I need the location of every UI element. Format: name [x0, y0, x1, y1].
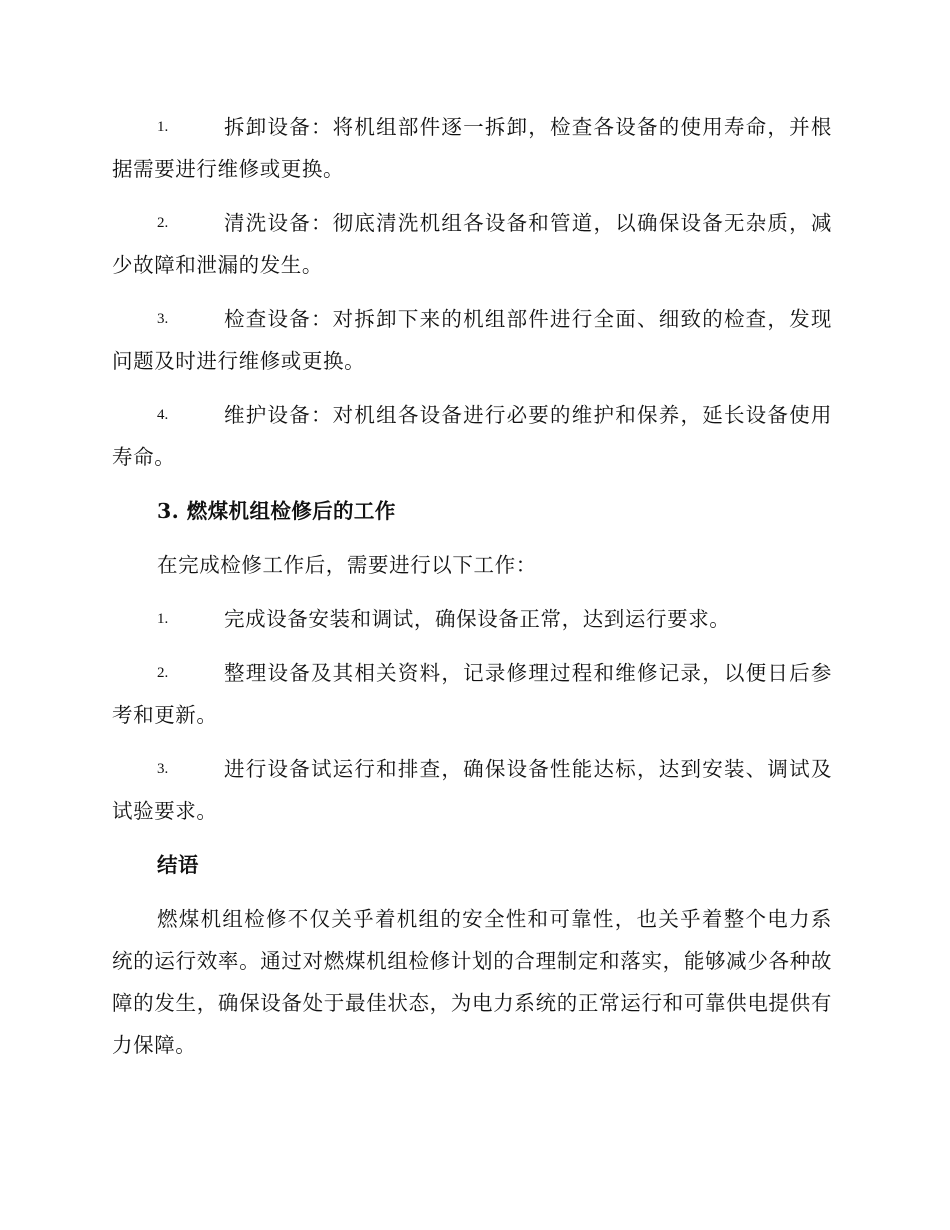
- list-item: [112, 748, 832, 832]
- section-heading: 3. 燃煤机组检修后的工作: [157, 499, 396, 523]
- list-number: 3.: [157, 311, 169, 327]
- list-number: 1.: [157, 611, 169, 627]
- list-item: [112, 202, 832, 286]
- list-text: 进行设备试运行和排查，确保设备性能达标，达到安装、调试及试验要求。: [112, 757, 832, 823]
- list-item: [112, 652, 832, 736]
- list-text: 维护设备：对机组各设备进行必要的维护和保养，延长设备使用寿命。: [112, 403, 832, 469]
- list-item: [112, 106, 832, 190]
- conclusion-heading: 结语: [157, 853, 199, 877]
- section-intro: 在完成检修工作后，需要进行以下工作：: [157, 553, 537, 577]
- list-number: 2.: [157, 665, 169, 681]
- list-number: 4.: [157, 407, 169, 423]
- list-number: 1.: [157, 119, 169, 135]
- list-item: [112, 394, 832, 478]
- list-number: 2.: [157, 215, 169, 231]
- list-item: [112, 598, 832, 640]
- list-text: 检查设备：对拆卸下来的机组部件进行全面、细致的检查，发现问题及时进行维修或更换。: [112, 307, 832, 373]
- list-text: 完成设备安装和调试，确保设备正常，达到运行要求。: [224, 607, 731, 631]
- list-text: 整理设备及其相关资料，记录修理过程和维修记录，以便日后参考和更新。: [112, 661, 832, 727]
- list-text: 清洗设备：彻底清洗机组各设备和管道，以确保设备无杂质，减少故障和泄漏的发生。: [112, 211, 832, 277]
- list-item: [112, 298, 832, 382]
- list-number: 3.: [157, 761, 169, 777]
- conclusion-text: 燃煤机组检修不仅关乎着机组的安全性和可靠性，也关乎着整个电力系统的运行效率。通过对燃煤机组检修计划的合理制定和落实，能够减少各种故障的发生，确保设备处于最佳状态，为电力系统的正常运行和可靠供电提供有力保障。: [112, 907, 832, 1057]
- list-text: 拆卸设备：将机组部件逐一拆卸，检查各设备的使用寿命，并根据需要进行维修或更换。: [112, 115, 832, 181]
- document-page: [112, 106, 832, 1078]
